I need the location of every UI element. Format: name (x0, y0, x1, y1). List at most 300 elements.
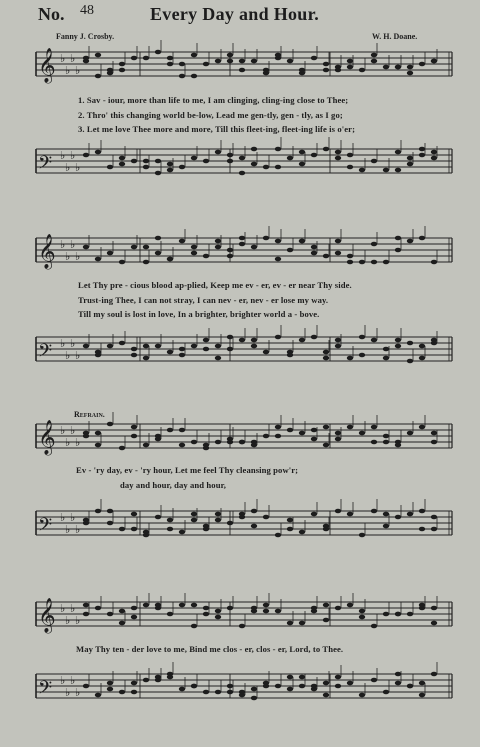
notehead-icon (275, 609, 281, 614)
notehead-icon (335, 156, 341, 161)
author-credit: Fanny J. Crosby. (56, 32, 115, 41)
notehead-icon (419, 344, 425, 349)
notehead-icon (203, 347, 209, 352)
flat-sign-icon: ♭ (75, 349, 81, 362)
notehead-icon (299, 684, 305, 689)
notehead-icon (395, 248, 401, 253)
notehead-icon (119, 156, 125, 161)
notehead-icon (167, 162, 173, 167)
flat-sign-icon: ♭ (75, 614, 81, 627)
notehead-icon (263, 165, 269, 170)
hymn-number: 48 (80, 3, 94, 18)
notehead-icon (215, 150, 221, 155)
notehead-icon (251, 687, 257, 692)
notehead-icon (407, 162, 413, 167)
notehead-icon (263, 609, 269, 614)
notehead-icon (143, 530, 149, 535)
notehead-icon (251, 59, 257, 64)
notehead-icon (203, 524, 209, 529)
notehead-icon (179, 239, 185, 244)
bass-clef-icon: 𝄢 (38, 153, 53, 178)
notehead-icon (395, 443, 401, 448)
notehead-icon (407, 156, 413, 161)
notehead-icon (275, 165, 281, 170)
notehead-icon (383, 347, 389, 352)
notehead-icon (203, 62, 209, 67)
notehead-icon (167, 257, 173, 262)
notehead-icon (239, 338, 245, 343)
notehead-icon (323, 443, 329, 448)
notehead-icon (299, 338, 305, 343)
notehead-icon (275, 434, 281, 439)
notehead-icon (323, 356, 329, 361)
notehead-icon (131, 56, 137, 61)
notehead-icon (143, 56, 149, 61)
notehead-icon (239, 515, 245, 520)
notehead-icon (263, 515, 269, 520)
lyric-line-3-1: Ev - 'ry day, ev - 'ry hour, Let me feel Thy cleansing pow'r; (76, 465, 299, 475)
notehead-icon (407, 612, 413, 617)
notehead-icon (179, 165, 185, 170)
notehead-icon (335, 509, 341, 514)
notehead-icon (287, 428, 293, 433)
notehead-icon (419, 153, 425, 158)
notehead-icon (239, 440, 245, 445)
notehead-icon (275, 533, 281, 538)
notehead-icon (407, 359, 413, 364)
notehead-icon (83, 434, 89, 439)
notehead-icon (227, 440, 233, 445)
flat-sign-icon: ♭ (65, 686, 71, 699)
notehead-icon (419, 236, 425, 241)
notehead-icon (419, 603, 425, 608)
notehead-icon (335, 68, 341, 73)
notehead-icon (227, 254, 233, 259)
notehead-icon (251, 524, 257, 529)
notehead-icon (191, 344, 197, 349)
notehead-icon (215, 512, 221, 517)
notehead-icon (383, 524, 389, 529)
notehead-icon (287, 353, 293, 358)
notehead-icon (179, 687, 185, 692)
notehead-icon (395, 681, 401, 686)
notehead-icon (119, 260, 125, 265)
notehead-icon (431, 606, 437, 611)
notehead-icon (383, 260, 389, 265)
flat-sign-icon: ♭ (60, 52, 66, 65)
notehead-icon (275, 684, 281, 689)
lyric-line-2-3: Till my soul is lost in love, In a brighter, brighter world a - bove. (78, 309, 320, 319)
notehead-icon (131, 245, 137, 250)
notehead-icon (251, 696, 257, 701)
notehead-icon (215, 239, 221, 244)
notehead-icon (155, 603, 161, 608)
notehead-icon (431, 59, 437, 64)
notehead-icon (83, 245, 89, 250)
flat-sign-icon: ♭ (60, 149, 66, 162)
notehead-icon (359, 533, 365, 538)
notehead-icon (275, 425, 281, 430)
notehead-icon (299, 530, 305, 535)
notehead-icon (251, 162, 257, 167)
notehead-icon (287, 527, 293, 532)
notehead-icon (227, 690, 233, 695)
notehead-icon (95, 74, 101, 79)
lyric-line-3-2: day and hour, day and hour, (120, 480, 226, 490)
notehead-icon (347, 603, 353, 608)
notehead-icon (299, 150, 305, 155)
notehead-icon (263, 236, 269, 241)
number-label: No. (38, 4, 65, 24)
notehead-icon (83, 518, 89, 523)
notehead-icon (143, 356, 149, 361)
notehead-icon (323, 524, 329, 529)
notehead-icon (419, 681, 425, 686)
flat-sign-icon: ♭ (65, 64, 71, 77)
lyric-line-1-3: 3. Let me love Thee more and more, Till this fleet-ing, fleet-ing life is o'er; (78, 124, 356, 134)
notehead-icon (395, 612, 401, 617)
notehead-icon (227, 153, 233, 158)
notehead-icon (119, 446, 125, 451)
notehead-icon (311, 335, 317, 340)
notehead-icon (215, 344, 221, 349)
notehead-icon (335, 344, 341, 349)
notehead-icon (227, 347, 233, 352)
notehead-icon (299, 675, 305, 680)
treble-staff-4 (0, 598, 480, 634)
notehead-icon (275, 239, 281, 244)
notehead-icon (287, 156, 293, 161)
notehead-icon (407, 512, 413, 517)
notehead-icon (179, 347, 185, 352)
notehead-icon (179, 428, 185, 433)
notehead-icon (347, 165, 353, 170)
notehead-icon (155, 344, 161, 349)
notehead-icon (107, 681, 113, 686)
notehead-icon (299, 431, 305, 436)
notehead-icon (407, 684, 413, 689)
bass-staff-3 (0, 507, 480, 543)
notehead-icon (311, 609, 317, 614)
notehead-icon (431, 150, 437, 155)
notehead-icon (311, 251, 317, 256)
notehead-icon (263, 684, 269, 689)
notehead-icon (311, 684, 317, 689)
notehead-icon (155, 236, 161, 241)
notehead-icon (143, 159, 149, 164)
notehead-icon (155, 675, 161, 680)
notehead-icon (275, 257, 281, 262)
notehead-icon (371, 678, 377, 683)
notehead-icon (263, 350, 269, 355)
notehead-icon (299, 239, 305, 244)
notehead-icon (419, 62, 425, 67)
flat-sign-icon: ♭ (60, 337, 66, 350)
composer-credit: W. H. Doane. (372, 32, 418, 41)
notehead-icon (335, 239, 341, 244)
notehead-icon (155, 159, 161, 164)
treble-staff-3 (0, 420, 480, 456)
notehead-icon (155, 515, 161, 520)
notehead-icon (239, 242, 245, 247)
notehead-icon (203, 606, 209, 611)
notehead-icon (227, 159, 233, 164)
bass-staff-4 (0, 670, 480, 706)
notehead-icon (407, 431, 413, 436)
notehead-icon (371, 425, 377, 430)
treble-clef-icon: 𝄞 (38, 598, 56, 633)
notehead-icon (227, 684, 233, 689)
notehead-icon (407, 71, 413, 76)
notehead-icon (275, 53, 281, 58)
bass-staff-1 (0, 145, 480, 181)
treble-staff-1 (0, 48, 480, 84)
flat-sign-icon: ♭ (75, 250, 81, 263)
notehead-icon (107, 509, 113, 514)
flat-sign-icon: ♭ (70, 52, 76, 65)
notehead-icon (359, 168, 365, 173)
notehead-icon (83, 344, 89, 349)
notehead-icon (431, 515, 437, 520)
flat-sign-icon: ♭ (75, 64, 81, 77)
notehead-icon (419, 509, 425, 514)
notehead-icon (167, 612, 173, 617)
notehead-icon (383, 512, 389, 517)
notehead-icon (119, 690, 125, 695)
notehead-icon (407, 65, 413, 70)
notehead-icon (323, 68, 329, 73)
bass-staff-2 (0, 333, 480, 369)
flat-sign-icon: ♭ (75, 436, 81, 449)
notehead-icon (347, 512, 353, 517)
notehead-icon (419, 425, 425, 430)
notehead-icon (239, 624, 245, 629)
notehead-icon (335, 431, 341, 436)
notehead-icon (239, 690, 245, 695)
notehead-icon (371, 440, 377, 445)
notehead-icon (359, 68, 365, 73)
notehead-icon (143, 245, 149, 250)
notehead-icon (83, 612, 89, 617)
notehead-icon (191, 518, 197, 523)
notehead-icon (107, 165, 113, 170)
notehead-icon (419, 693, 425, 698)
flat-sign-icon: ♭ (60, 602, 66, 615)
notehead-icon (203, 446, 209, 451)
notehead-icon (263, 434, 269, 439)
notehead-icon (251, 509, 257, 514)
notehead-icon (419, 147, 425, 152)
notehead-icon (167, 675, 173, 680)
notehead-icon (119, 621, 125, 626)
bass-clef-icon: 𝄢 (38, 678, 53, 703)
notehead-icon (155, 171, 161, 176)
notehead-icon (335, 150, 341, 155)
notehead-icon (215, 440, 221, 445)
notehead-icon (131, 681, 137, 686)
notehead-icon (383, 612, 389, 617)
notehead-icon (419, 527, 425, 532)
notehead-icon (359, 609, 365, 614)
notehead-icon (167, 168, 173, 173)
notehead-icon (143, 344, 149, 349)
notehead-icon (275, 335, 281, 340)
notehead-icon (299, 162, 305, 167)
notehead-icon (107, 612, 113, 617)
bass-clef-icon: 𝄢 (38, 515, 53, 540)
notehead-icon (383, 690, 389, 695)
lyric-line-2-1: Let Thy pre - cious blood ap-plied, Keep me ev - er, ev - er near Thy side. (78, 280, 352, 290)
notehead-icon (167, 350, 173, 355)
notehead-icon (251, 245, 257, 250)
notehead-icon (131, 690, 137, 695)
notehead-icon (167, 527, 173, 532)
notehead-icon (347, 260, 353, 265)
notehead-icon (167, 518, 173, 523)
notehead-icon (215, 690, 221, 695)
notehead-icon (143, 603, 149, 608)
treble-clef-icon: 𝄞 (38, 420, 56, 455)
notehead-icon (119, 341, 125, 346)
notehead-icon (179, 603, 185, 608)
notehead-icon (179, 530, 185, 535)
flat-sign-icon: ♭ (70, 674, 76, 687)
notehead-icon (83, 153, 89, 158)
notehead-icon (143, 443, 149, 448)
notehead-icon (347, 356, 353, 361)
notehead-icon (323, 350, 329, 355)
notehead-icon (119, 62, 125, 67)
notehead-icon (227, 59, 233, 64)
notehead-icon (323, 254, 329, 259)
hymn-title: Every Day and Hour. (150, 4, 320, 24)
notehead-icon (347, 681, 353, 686)
notehead-icon (131, 425, 137, 430)
notehead-icon (251, 147, 257, 152)
notehead-icon (431, 672, 437, 677)
lyric-line-2-2: Trust-ing Thee, I can not stray, I can nev - er, nev - er lose my way. (78, 295, 329, 305)
notehead-icon (431, 156, 437, 161)
treble-clef-icon: 𝄞 (38, 48, 56, 83)
notehead-icon (239, 236, 245, 241)
notehead-icon (95, 53, 101, 58)
notehead-icon (335, 338, 341, 343)
flat-sign-icon: ♭ (70, 511, 76, 524)
notehead-icon (131, 434, 137, 439)
notehead-icon (179, 443, 185, 448)
notehead-icon (395, 515, 401, 520)
notehead-icon (227, 53, 233, 58)
notehead-icon (383, 168, 389, 173)
notehead-icon (383, 356, 389, 361)
notehead-icon (395, 236, 401, 241)
flat-sign-icon: ♭ (70, 337, 76, 350)
notehead-icon (359, 335, 365, 340)
notehead-icon (191, 440, 197, 445)
flat-sign-icon: ♭ (65, 250, 71, 263)
notehead-icon (359, 615, 365, 620)
lyric-line-1-1: 1. Sav - iour, more than life to me, I am clinging, cling-ing close to Thee; (78, 95, 349, 105)
notehead-icon (167, 62, 173, 67)
notehead-icon (83, 59, 89, 64)
flat-sign-icon: ♭ (65, 349, 71, 362)
notehead-icon (383, 65, 389, 70)
notehead-icon (323, 62, 329, 67)
flat-sign-icon: ♭ (65, 436, 71, 449)
notehead-icon (239, 156, 245, 161)
notehead-icon (191, 74, 197, 79)
notehead-icon (383, 434, 389, 439)
notehead-icon (299, 68, 305, 73)
flat-sign-icon: ♭ (70, 602, 76, 615)
notehead-icon (311, 153, 317, 158)
notehead-icon (191, 245, 197, 250)
notehead-icon (311, 56, 317, 61)
notehead-icon (95, 443, 101, 448)
notehead-icon (215, 518, 221, 523)
notehead-icon (395, 338, 401, 343)
notehead-icon (155, 434, 161, 439)
flat-sign-icon: ♭ (60, 424, 66, 437)
notehead-icon (431, 621, 437, 626)
notehead-icon (203, 338, 209, 343)
notehead-icon (347, 65, 353, 70)
notehead-icon (143, 678, 149, 683)
notehead-icon (347, 59, 353, 64)
notehead-icon (167, 428, 173, 433)
refrain-label: Refrain. (74, 410, 105, 419)
notehead-icon (239, 171, 245, 176)
flat-sign-icon: ♭ (65, 523, 71, 536)
notehead-icon (83, 603, 89, 608)
notehead-icon (215, 609, 221, 614)
notehead-icon (95, 150, 101, 155)
notehead-icon (371, 59, 377, 64)
notehead-icon (323, 681, 329, 686)
notehead-icon (395, 672, 401, 677)
notehead-icon (191, 251, 197, 256)
notehead-icon (371, 242, 377, 247)
notehead-icon (95, 606, 101, 611)
flat-sign-icon: ♭ (70, 149, 76, 162)
notehead-icon (203, 612, 209, 617)
notehead-icon (275, 147, 281, 152)
notehead-icon (407, 341, 413, 346)
notehead-icon (215, 245, 221, 250)
notehead-icon (239, 59, 245, 64)
notehead-icon (131, 512, 137, 517)
notehead-icon (419, 356, 425, 361)
notehead-icon (311, 428, 317, 433)
notehead-icon (359, 260, 365, 265)
notehead-icon (95, 693, 101, 698)
notehead-icon (335, 437, 341, 442)
notehead-icon (383, 440, 389, 445)
notehead-icon (287, 518, 293, 523)
notehead-icon (131, 615, 137, 620)
notehead-icon (335, 684, 341, 689)
notehead-icon (311, 512, 317, 517)
notehead-icon (191, 512, 197, 517)
notehead-icon (287, 675, 293, 680)
flat-sign-icon: ♭ (70, 238, 76, 251)
notehead-icon (155, 251, 161, 256)
notehead-icon (407, 239, 413, 244)
notehead-icon (323, 693, 329, 698)
flat-sign-icon: ♭ (75, 523, 81, 536)
treble-clef-icon: 𝄞 (38, 234, 56, 269)
notehead-icon (431, 338, 437, 343)
